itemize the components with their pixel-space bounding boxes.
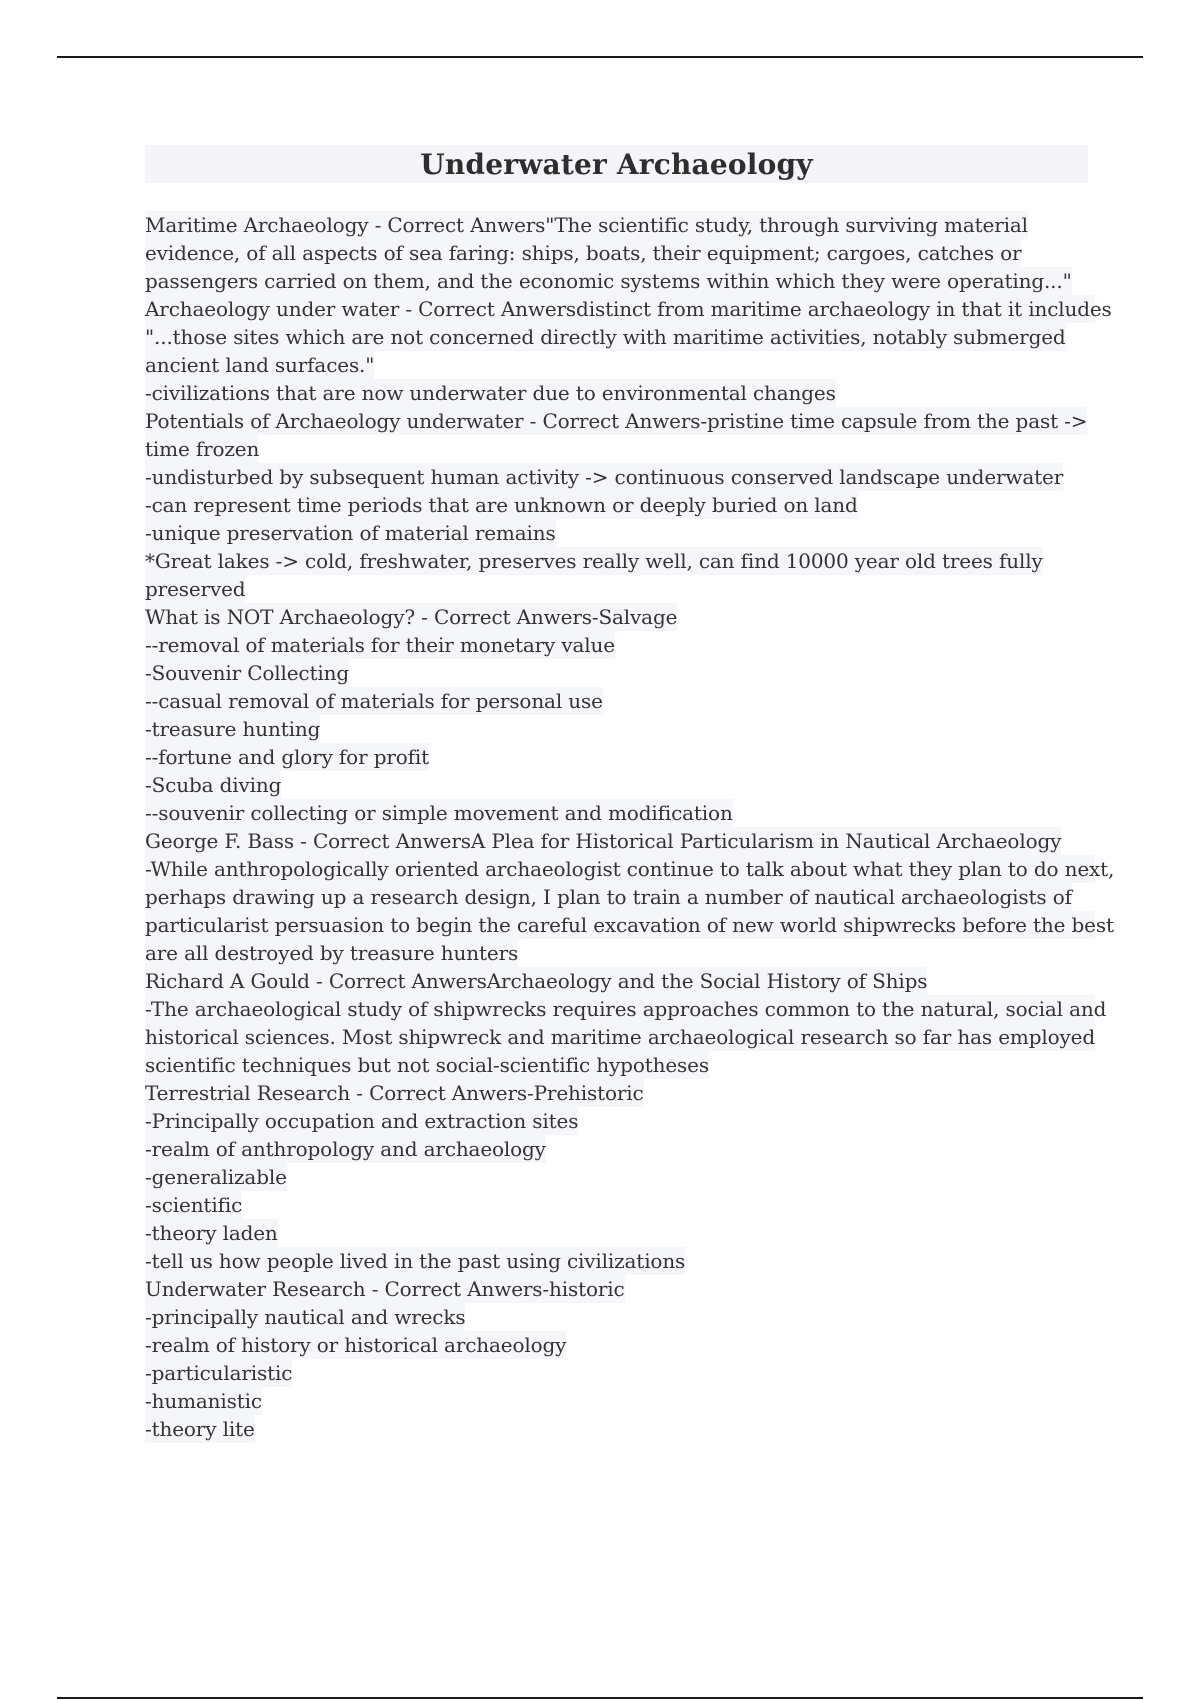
text-line: particularist persuasion to begin the careful excavation of new world shipwrecks before the best <box>145 913 1114 937</box>
text-line: Terrestrial Research - Correct Anwers-Prehistoric <box>145 1081 644 1105</box>
text-line: -theory lite <box>145 1417 255 1441</box>
text-line: --casual removal of materials for personal use <box>145 689 603 713</box>
text-line: --fortune and glory for profit <box>145 745 430 769</box>
text-line: -realm of history or historical archaeology <box>145 1333 567 1357</box>
text-line: are all destroyed by treasure hunters <box>145 941 519 965</box>
text-line: -Souvenir Collecting <box>145 661 350 685</box>
text-line: -treasure hunting <box>145 717 321 741</box>
bottom-rule <box>57 1697 1143 1699</box>
text-line: time frozen <box>145 437 260 461</box>
text-line: Maritime Archaeology - Correct Anwers"The scientific study, through surviving material <box>145 213 1028 237</box>
text-line: -civilizations that are now underwater due to environmental changes <box>145 381 836 405</box>
text-line: passengers carried on them, and the economic systems within which they were operating..." <box>145 269 1072 293</box>
text-line: -principally nautical and wrecks <box>145 1305 466 1329</box>
text-line: -can represent time periods that are unknown or deeply buried on land <box>145 493 858 517</box>
text-line: -theory laden <box>145 1221 278 1245</box>
text-line: -humanistic <box>145 1389 262 1413</box>
text-line: What is NOT Archaeology? - Correct Anwers-Salvage <box>145 605 678 629</box>
top-rule <box>57 56 1143 58</box>
text-line: *Great lakes -> cold, freshwater, preserves really well, can find 10000 year old trees fully <box>145 549 1043 573</box>
document-title: Underwater Archaeology <box>420 147 813 181</box>
text-line: perhaps drawing up a research design, I plan to train a number of nautical archaeologists of <box>145 885 1072 909</box>
text-line: ancient land surfaces." <box>145 353 375 377</box>
document-body <box>145 211 1115 1443</box>
text-line: --souvenir collecting or simple movement and modification <box>145 801 733 825</box>
text-line: evidence, of all aspects of sea faring: ships, boats, their equipment; cargoes, catches or <box>145 241 1022 265</box>
text-line: -Principally occupation and extraction sites <box>145 1109 579 1133</box>
text-line: --removal of materials for their monetary value <box>145 633 615 657</box>
text-line: -Scuba diving <box>145 773 282 797</box>
text-line: -unique preservation of material remains <box>145 521 556 545</box>
text-line: George F. Bass - Correct AnwersA Plea for Historical Particularism in Nautical Archaeology <box>145 829 1062 853</box>
text-line: Richard A Gould - Correct AnwersArchaeology and the Social History of Ships <box>145 969 928 993</box>
text-line: "...those sites which are not concerned directly with maritime activities, notably submerged <box>145 325 1066 349</box>
text-line: scientific techniques but not social-scientific hypotheses <box>145 1053 709 1077</box>
text-line: -While anthropologically oriented archaeologist continue to talk about what they plan to do next, <box>145 857 1115 881</box>
text-line: Archaeology under water - Correct Anwersdistinct from maritime archaeology in that it includes <box>145 297 1112 321</box>
text-line: -undisturbed by subsequent human activity -> continuous conserved landscape underwater <box>145 465 1064 489</box>
text-line: historical sciences. Most shipwreck and maritime archaeological research so far has employed <box>145 1025 1095 1049</box>
text-line: Potentials of Archaeology underwater - Correct Anwers-pristine time capsule from the past -> <box>145 409 1088 433</box>
text-line: Underwater Research - Correct Anwers-historic <box>145 1277 625 1301</box>
text-line: -The archaeological study of shipwrecks requires approaches common to the natural, social and <box>145 997 1107 1021</box>
text-line: -particularistic <box>145 1361 293 1385</box>
text-line: -realm of anthropology and archaeology <box>145 1137 546 1161</box>
text-line: preserved <box>145 577 246 601</box>
text-line: -tell us how people lived in the past using civilizations <box>145 1249 686 1273</box>
title-band <box>145 145 1088 183</box>
text-line: -scientific <box>145 1193 243 1217</box>
text-line: -generalizable <box>145 1165 287 1189</box>
